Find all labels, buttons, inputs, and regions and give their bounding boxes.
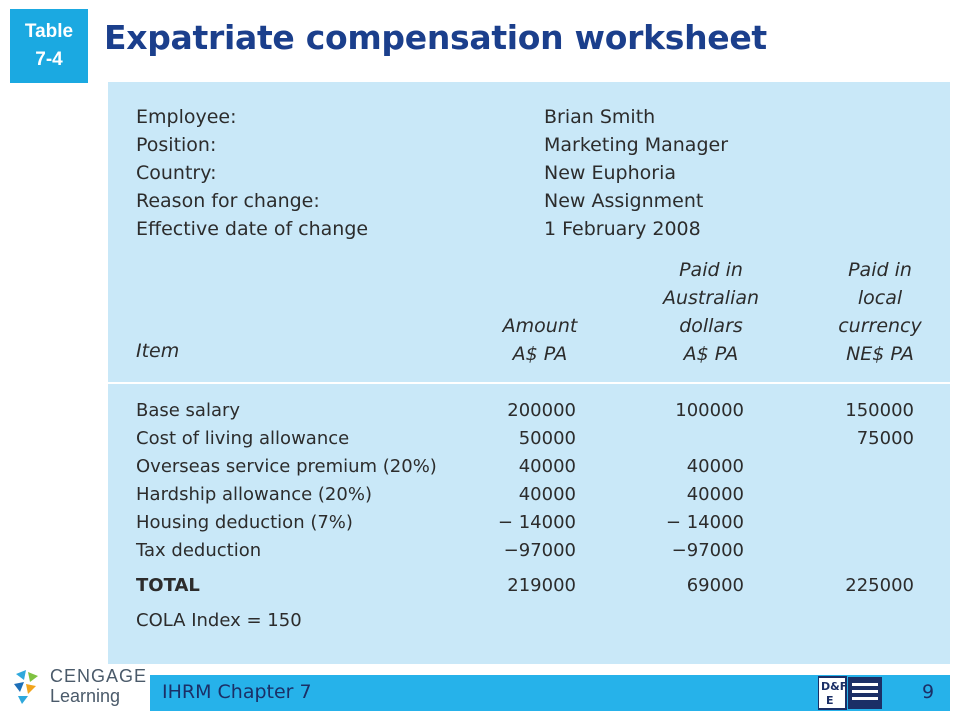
df-logo-icon [818, 675, 882, 711]
row-item: Base salary [136, 400, 241, 421]
row-item: Tax deduction [136, 540, 262, 561]
header-local-line4: NE$ PA [846, 343, 914, 365]
df-letters-bottom: E [826, 694, 834, 707]
header-aud [646, 256, 776, 368]
header-amount-line2: A$ PA [512, 343, 568, 365]
row-item: Housing deduction (7%) [136, 512, 353, 533]
footer-chapter: IHRM Chapter 7 [162, 681, 312, 703]
info-label-reason: Reason for change: [136, 190, 320, 212]
total-local: 225000 [845, 575, 914, 596]
page-number: 9 [922, 681, 935, 703]
row-aud: 40000 [686, 456, 744, 477]
header-divider [108, 382, 950, 384]
row-item: Cost of living allowance [136, 428, 350, 449]
row-item: Overseas service premium (20%) [136, 456, 437, 477]
logo-line2: Learning [50, 686, 121, 706]
row-aud: − 14000 [665, 512, 744, 533]
row-amount: 40000 [518, 456, 576, 477]
row-aud: 40000 [686, 484, 744, 505]
cengage-logo-icon [12, 668, 46, 708]
info-label-employee: Employee: [136, 106, 237, 128]
header-item: Item [136, 340, 180, 362]
row-local: 75000 [856, 428, 914, 449]
row-local: 150000 [845, 400, 914, 421]
cola-note: COLA Index = 150 [136, 610, 302, 631]
row-amount: 50000 [518, 428, 576, 449]
info-label-country: Country: [136, 162, 217, 184]
header-amount [480, 312, 600, 368]
row-item: Hardship allowance (20%) [136, 484, 372, 505]
header-local [822, 256, 938, 368]
logo-line1: CENGAGE [50, 666, 148, 686]
total-aud: 69000 [686, 575, 744, 596]
row-aud: −97000 [671, 540, 744, 561]
badge-line2: 7-4 [35, 49, 63, 70]
info-value-effective-date: 1 February 2008 [544, 218, 701, 240]
page-title: Expatriate compensation worksheet [104, 18, 767, 57]
worksheet-panel [108, 82, 950, 664]
row-amount: − 14000 [497, 512, 576, 533]
total-amount: 219000 [507, 575, 576, 596]
header-local-line3: currency [838, 315, 922, 337]
info-label-position: Position: [136, 134, 217, 156]
header-aud-line3: dollars [679, 315, 743, 337]
cengage-logo [12, 664, 148, 714]
info-label-effective-date: Effective date of change [136, 218, 369, 240]
header-aud-line1: Paid in [679, 259, 743, 281]
total-label: TOTAL [136, 575, 200, 596]
row-amount: 200000 [507, 400, 576, 421]
header-aud-line4: A$ PA [683, 343, 739, 365]
badge-line1: Table [24, 21, 74, 42]
info-value-employee: Brian Smith [544, 106, 656, 128]
header-local-line2: local [857, 287, 903, 309]
row-amount: −97000 [503, 540, 576, 561]
header-amount-line1: Amount [502, 315, 578, 337]
header-aud-line2: Australian [662, 287, 760, 309]
info-value-position: Marketing Manager [544, 134, 729, 156]
df-letters-top: D&F [821, 680, 848, 693]
header-local-line1: Paid in [848, 259, 912, 281]
info-value-country: New Euphoria [544, 162, 676, 184]
row-amount: 40000 [518, 484, 576, 505]
info-value-reason: New Assignment [544, 190, 704, 212]
row-aud: 100000 [675, 400, 744, 421]
table-badge [10, 9, 88, 83]
